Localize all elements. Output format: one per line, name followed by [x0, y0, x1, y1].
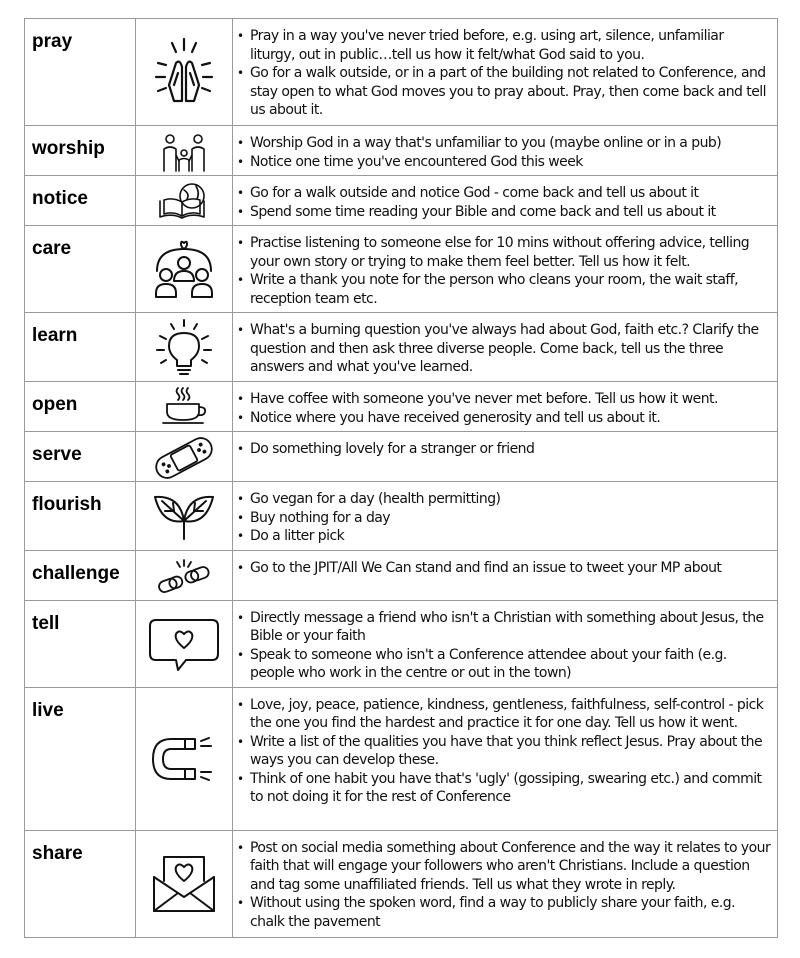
table-row [25, 550, 778, 600]
family-icon [158, 131, 210, 173]
row-word: challenge [32, 562, 120, 584]
activity-item: • Write a list of the qualities you have that you think reflect Jesus. Pray about the ways you can develop these. [233, 733, 771, 770]
activity-list [233, 688, 777, 811]
activity-list [233, 482, 777, 550]
table-row [25, 313, 778, 382]
table-row [25, 432, 778, 482]
table-row [25, 176, 778, 226]
bandage-icon [151, 435, 217, 481]
row-word: care [32, 238, 72, 259]
row-word: flourish [32, 494, 102, 515]
table-row [25, 226, 778, 313]
activity-list [233, 382, 777, 431]
activity-item: • Go to the JPIT/All We Can stand and find an issue to tweet your MP about [233, 559, 771, 578]
activity-item: • Practise listening to someone else for 10 mins without offering advice, telling your own story or trying to make them feel better. Tell us how it felt. [233, 234, 771, 271]
activity-item: • Do something lovely for a stranger or friend [233, 440, 771, 459]
row-word: learn [32, 325, 78, 346]
row-word: tell [32, 612, 60, 634]
activity-item: • Speak to someone who isn't a Conference attendee about your faith (e.g. people who work in the centre or out in the town) [233, 646, 771, 683]
activity-list [233, 313, 777, 381]
coffee-cup-icon [159, 386, 209, 428]
activity-list [233, 831, 777, 936]
community-heart-icon [151, 237, 217, 301]
activity-item: • Do a litter pick [233, 527, 771, 546]
row-word: share [32, 842, 83, 864]
row-word: serve [32, 444, 82, 465]
activity-list [233, 176, 777, 225]
leaves-icon [152, 491, 216, 541]
table-row [25, 830, 778, 937]
activity-item: • Worship God in a way that's unfamiliar to you (maybe online or in a pub) [233, 134, 771, 153]
activity-item: • Without using the spoken word, find a way to publicly share your faith, e.g. chalk the pavement [233, 894, 771, 931]
row-word: worship [32, 138, 105, 159]
activity-item: • Go for a walk outside, or in a part of the building not related to Conference, and stay open to what God moves you to pray about. Pray, then come back and tell us about it. [233, 64, 771, 120]
activity-list [233, 551, 777, 582]
book-and-globe-icon [156, 181, 212, 221]
row-word: notice [32, 188, 88, 209]
activity-item: • Think of one habit you have that's 'ugly' (gossiping, swearing etc.) and commit to not doing it for the rest of Conference [233, 770, 771, 807]
row-word: pray [32, 31, 73, 52]
broken-chain-icon [155, 556, 213, 596]
activity-item: • Pray in a way you've never tried before, e.g. using art, silence, unfamiliar liturgy, out in public…tell us how it felt/what God said to you. [233, 27, 771, 64]
activity-list [233, 432, 777, 463]
praying-hands-icon [144, 33, 224, 113]
activity-item: • Notice where you have received generosity and tell us about it. [233, 409, 771, 428]
table-row [25, 382, 778, 432]
activity-item: • Notice one time you've encountered God this week [233, 153, 771, 172]
table-row [25, 126, 778, 176]
table-row [25, 482, 778, 551]
activity-list [233, 126, 777, 175]
activity-list [233, 601, 777, 687]
activity-list [233, 19, 777, 124]
speech-bubble-heart-icon [148, 618, 220, 674]
activity-item: • Love, joy, peace, patience, kindness, gentleness, faithfulness, self-control - pick the one you find the hardest and practice it for one day. Tell us how it went. [233, 696, 771, 733]
table-row [25, 19, 778, 126]
row-word: live [32, 699, 64, 721]
envelope-heart-icon [152, 853, 216, 915]
activity-item: • Go vegan for a day (health permitting) [233, 490, 771, 509]
activity-item: • What's a burning question you've always had about God, faith etc.? Clarify the question and then ask three diverse people. Come back, tell us the three answers and what you've learned. [233, 321, 771, 377]
activity-item: • Go for a walk outside and notice God - come back and tell us about it [233, 184, 771, 203]
activity-item: • Post on social media something about Conference and the way it relates to your faith that will engage your followers who aren't Christians. Include a question and tag some unaffiliated friends. Tell us what they wrote in reply. [233, 839, 771, 895]
row-word: open [32, 394, 78, 415]
activity-item: • Spend some time reading your Bible and come back and tell us about it [233, 203, 771, 222]
activity-item: • Buy nothing for a day [233, 509, 771, 528]
activity-list [233, 226, 777, 312]
table-row [25, 687, 778, 830]
activity-item: • Write a thank you note for the person who cleans your room, the wait staff, reception team etc. [233, 271, 771, 308]
activity-table [24, 18, 778, 938]
light-bulb-icon [153, 318, 215, 378]
activity-item: • Directly message a friend who isn't a Christian with something about Jesus, the Bible or your faith [233, 609, 771, 646]
activity-item: • Have coffee with someone you've never met before. Tell us how it went. [233, 390, 771, 409]
magnet-icon [149, 735, 219, 783]
table-row [25, 600, 778, 687]
